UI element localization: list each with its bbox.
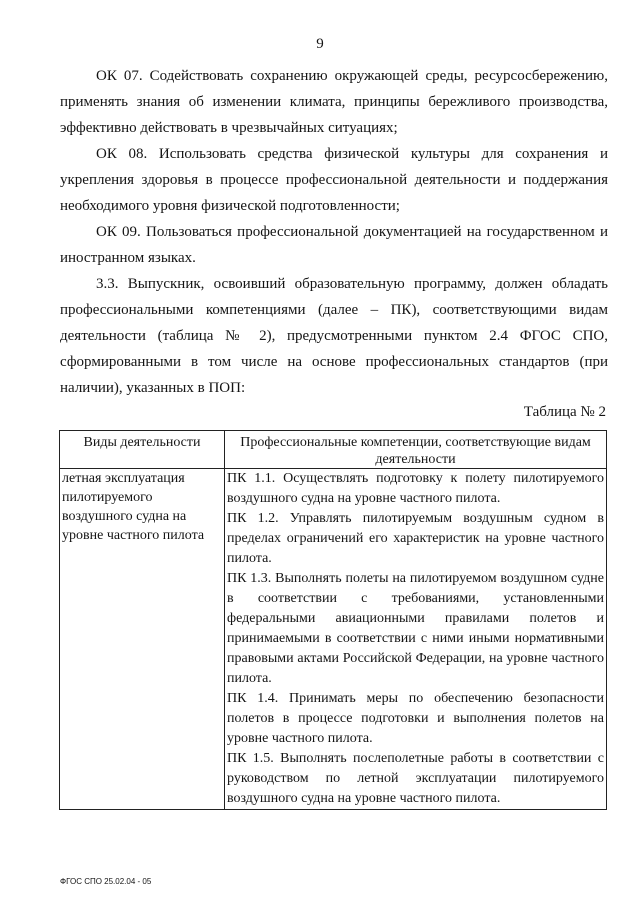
competency-pk-1-2: ПК 1.2. Управлять пилотируемым воздушным судном в пределах ограничений его характеристик на уровне частного пилота.: [227, 511, 604, 566]
competency-table: [59, 430, 607, 810]
table-caption: Таблица № 2: [523, 404, 606, 420]
header-competencies: Профессиональные компетенции, соответствующие видам деятельности: [225, 431, 607, 469]
header-activity: Виды деятельности: [60, 431, 225, 469]
competency-pk-1-5: ПК 1.5. Выполнять послеполетные работы в соответствии с руководством по летной эксплуатации пилотируемого воздушного судна на уровне частного пилота.: [227, 751, 604, 806]
page-number: 9: [316, 36, 324, 52]
competencies-cell: [225, 469, 607, 810]
competency-pk-1-4: ПК 1.4. Принимать меры по обеспечению безопасности полетов в процессе подготовки и выполнения полетов на уровне частного пилота.: [227, 691, 604, 746]
competency-pk-1-3: ПК 1.3. Выполнять полеты на пилотируемом воздушном судне в соответствии с требованиями, установленными федеральными авиационными правилами полетов и принимаемыми в соответствии с ними иными нормативными правовыми актами Российской Федерации, на уровне частного пилота.: [227, 571, 604, 686]
activity-cell: летная эксплуатация пилотируемого воздушного судна на уровне частного пилота: [60, 469, 225, 810]
competency-pk-1-1: ПК 1.1. Осуществлять подготовку к полету пилотируемого воздушного судна на уровне частного пилота.: [227, 471, 604, 506]
paragraph-3-3: 3.3. Выпускник, освоивший образовательную программу, должен обладать профессиональными компетенциями (далее – ПК), соответствующими видам деятельности (таблица № 2), предусмотренными пунктом 2.4 ФГОС СПО, сформированными в том числе на основе профессиональных стандартов (при наличии), указанных в ПОП:: [60, 276, 608, 396]
paragraph-ok08: ОК 08. Использовать средства физической культуры для сохранения и укрепления здоровья в процессе профессиональной деятельности и поддержания необходимого уровня физической подготовленности;: [60, 146, 608, 214]
table-header-row: [60, 431, 607, 469]
footer-code: ФГОС СПО 25.02.04 - 05: [60, 877, 152, 886]
paragraph-ok07: ОК 07. Содействовать сохранению окружающей среды, ресурсосбережению, применять знания об изменении климата, принципы бережливого производства, эффективно действовать в чрезвычайных ситуациях;: [60, 68, 608, 136]
paragraph-ok09: ОК 09. Пользоваться профессиональной документацией на государственном и иностранном языках.: [60, 224, 608, 266]
table-row: [60, 469, 607, 810]
